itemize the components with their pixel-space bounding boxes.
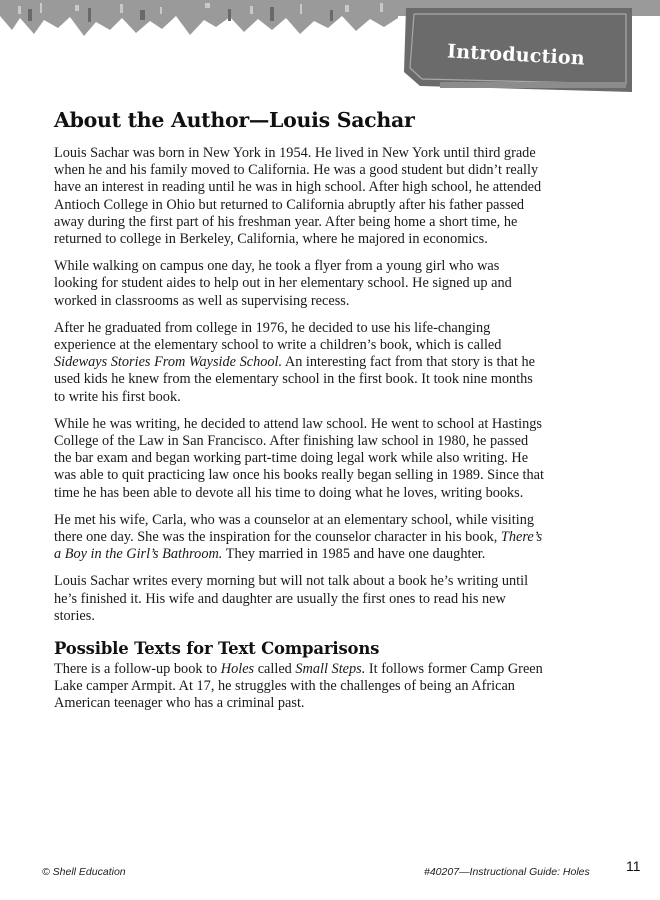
body-paragraph bbox=[54, 145, 546, 248]
body-text: called bbox=[254, 661, 296, 678]
body-text: It follows former Camp Green Lake camper Armpit. At 17, he struggles with the challenges of being an African American teenager who has a criminal past. bbox=[54, 661, 543, 712]
body-text: There is a follow-up book to bbox=[54, 661, 221, 678]
body-text: While he was writing, he decided to attend law school. He went to school at Hastings College of the Law in San Francisco. After finishing law school in 1980, he passed the bar exam and began working part-time doing legal work while also writing. He was able to quit practicing law once his books really began selling in 1989. Since that time he has been able to devote all his time to doing what he loves, writing books. bbox=[54, 415, 544, 501]
page-content bbox=[54, 108, 546, 723]
body-paragraph bbox=[54, 416, 546, 502]
body-paragraph bbox=[54, 573, 546, 625]
body-text: After he graduated from college in 1976, he decided to use his life-changing experience at the elementary school to write a children’s book, which is called bbox=[54, 319, 502, 354]
body-paragraph bbox=[54, 512, 546, 564]
body-text: Louis Sachar writes every morning but will not talk about a book he’s writing until he’s finished it. His wife and daughter are usually the first ones to read his new stories. bbox=[54, 573, 529, 624]
page-number: 11 bbox=[626, 858, 641, 874]
author-biography bbox=[54, 145, 546, 625]
body-text: Louis Sachar was born in New York in 1954. He lived in New York until third grade when he and his family moved to California. He was a good student but didn’t really have an interest in reading until he was in high school. After high school, he attended Antioch College in Ohio but returned to California abruptly after his father passed away during the first part of his freshman year. After being home a short time, he returned to college in Berkeley, California, where he majored in economics. bbox=[54, 145, 542, 248]
section-subheading: Possible Texts for Text Comparisons bbox=[54, 639, 380, 659]
body-text: He met his wife, Carla, who was a counselor at an elementary school, while visiting there one day. She was the inspiration for the counselor character in his book, bbox=[54, 511, 535, 546]
body-text: They married in 1985 and have one daughter. bbox=[222, 546, 486, 563]
book-title-text: There’s a Boy in the Girl’s Bathroom. bbox=[54, 529, 543, 563]
book-title-text: Small Steps. bbox=[295, 661, 366, 678]
book-title-text: Holes bbox=[220, 661, 255, 678]
body-paragraph bbox=[54, 320, 546, 406]
body-text: An interesting fact from that story is that he used kids he knew from the elementary school in the first book. It took nine months to write his first book. bbox=[54, 354, 535, 405]
book-title-text: Sideways Stories From Wayside School. bbox=[54, 354, 283, 371]
footer-publisher: © Shell Education bbox=[42, 866, 126, 878]
page-title: About the Author—Louis Sachar bbox=[54, 108, 415, 132]
footer-book-info: #40207—Instructional Guide: Holes bbox=[424, 866, 590, 878]
body-paragraph bbox=[54, 258, 546, 310]
section-tab-label: Introduction bbox=[446, 40, 586, 70]
text-comparison-paragraph bbox=[54, 661, 546, 713]
body-text: While walking on campus one day, he took a flyer from a young girl who was looking for student aides to help out in her elementary school. He signed up and worked in classrooms as well as supervising recess. bbox=[54, 258, 512, 309]
